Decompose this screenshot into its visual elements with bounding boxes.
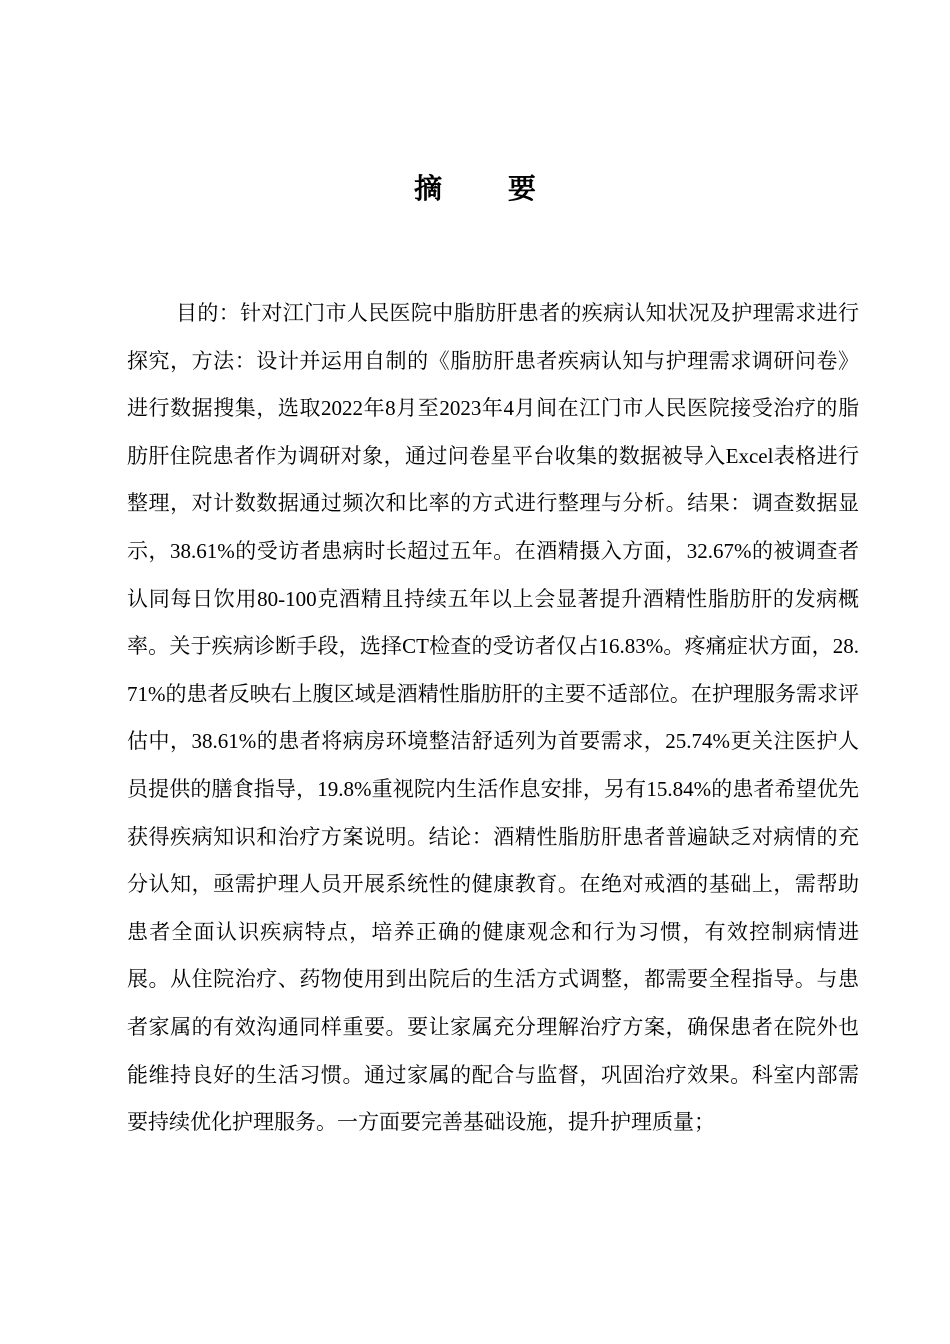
abstract-paragraph: 目的：针对江门市人民医院中脂肪肝患者的疾病认知状况及护理需求进行探究，方法：设计并运用自制的《脂肪肝患者疾病认知与护理需求调研问卷》进行数据搜集，选取2022年8月至2023年4月间在江门市人民医院接受治疗的脂肪肝住院患者作为调研对象，通过问卷星平台收集的数据被导入Excel表格进行整理，对计数数据通过频次和比率的方式进行整理与分析。结果：调查数据显示，38.61%的受访者患病时长超过五年。在酒精摄入方面，32.67%的被调查者认同每日饮用80-100克酒精且持续五年以上会显著提升酒精性脂肪肝的发病概率。关于疾病诊断手段，选择CT检查的受访者仅占16.83%。疼痛症状方面，28.71%的患者反映右上腹区域是酒精性脂肪肝的主要不适部位。在护理服务需求评估中，38.61%的患者将病房环境整洁舒适列为首要需求，25.74%更关注医护人员提供的膳食指导，19.8%重视院内生活作息安排，另有15.84%的患者希望优先获得疾病知识和治疗方案说明。结论：酒精性脂肪肝患者普遍缺乏对病情的充分认知，亟需护理人员开展系统性的健康教育。在绝对戒酒的基础上，需帮助患者全面认识疾病特点，培养正确的健康观念和行为习惯，有效控制病情进展。从住院治疗、药物使用到出院后的生活方式调整，都需要全程指导。与患者家属的有效沟通同样重要。要让家属充分理解治疗方案，确保患者在院外也能维持良好的生活习惯。通过家属的配合与监督，巩固治疗效果。科室内部需要持续优化护理服务。一方面要完善基础设施，提升护理质量； — [127, 301, 859, 1135]
page-title: 摘 要 — [414, 171, 564, 205]
